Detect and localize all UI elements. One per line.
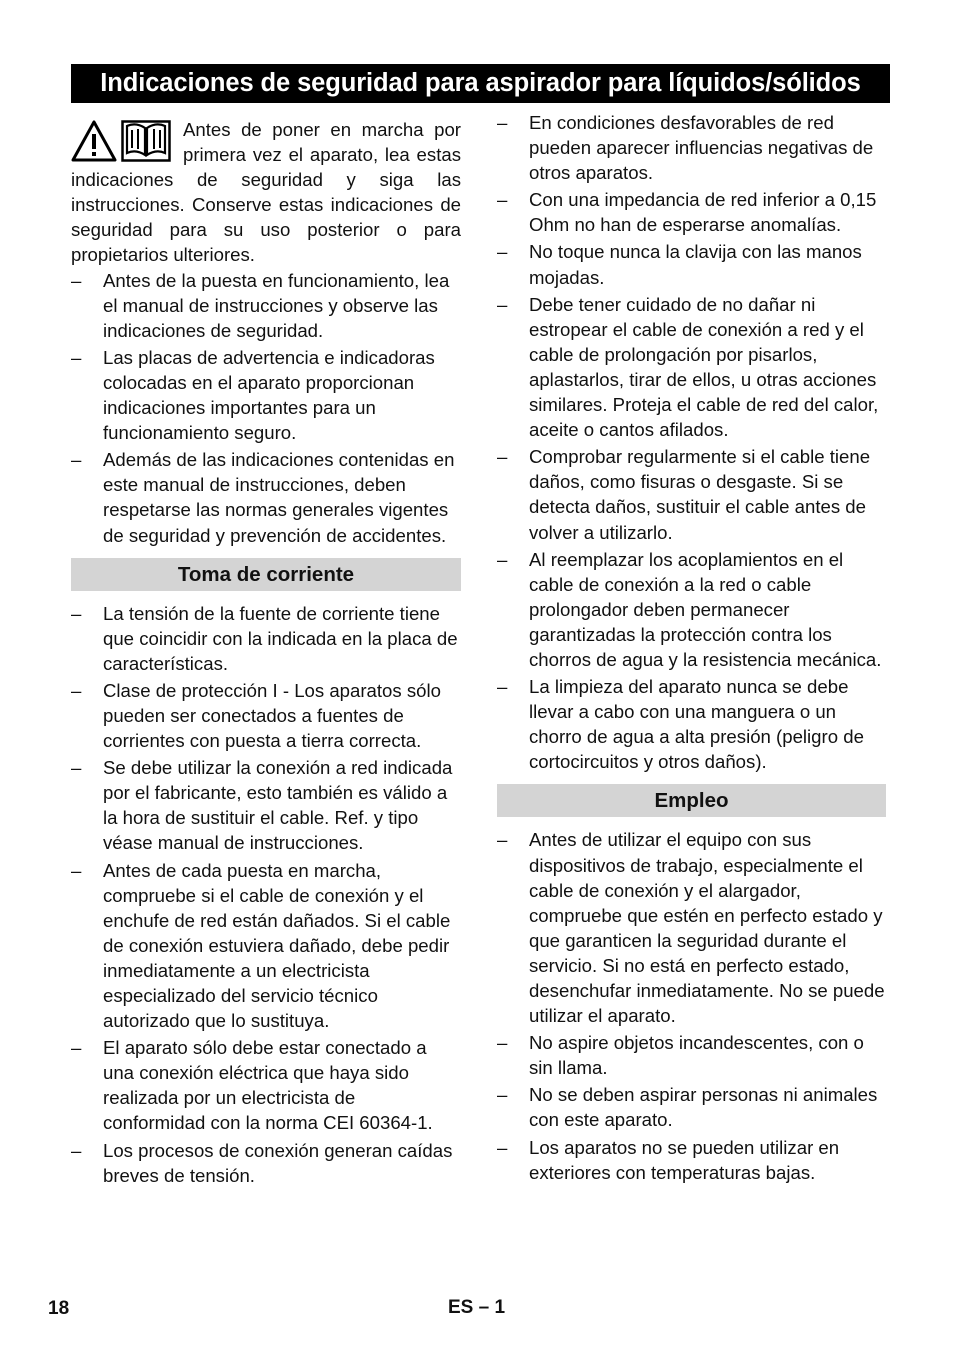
- list-item: – En condiciones desfavorables de red pueden aparecer influencias negativas de otros aparatos.: [497, 112, 874, 184]
- dash-bullet: –: [497, 293, 508, 315]
- manual-book-icon: [121, 120, 171, 162]
- dash-bullet: –: [71, 1139, 82, 1161]
- list-item: – Los procesos de conexión generan caídas breves de tensión.: [71, 1139, 453, 1186]
- list-item: – Antes de utilizar el equipo con sus dispositivos de trabajo, especialmente el cable de conexión y el alargador, compruebe que estén en perfecto estado y que garanticen la seguridad durante el servicio. Si no está en perfecto estado, desenchufar inmediatamente. No se puede utilizar el aparato.: [497, 829, 885, 1027]
- warning-triangle-icon: [71, 120, 117, 162]
- dash-bullet: –: [71, 602, 82, 624]
- list-item: – Además de las indicaciones contenidas en este manual de instrucciones, deben respetarse las normas generales vigentes de seguridad y prevención de accidentes.: [71, 449, 455, 546]
- safety-icons: [71, 120, 175, 164]
- dash-bullet: –: [497, 548, 508, 570]
- list-item: – Antes de la puesta en funcionamiento, lea el manual de instrucciones y observe las indicaciones de seguridad.: [71, 269, 450, 341]
- list-item: – No toque nunca la clavija con las manos mojadas.: [497, 241, 862, 288]
- dash-bullet: –: [71, 757, 82, 779]
- dash-bullet: –: [71, 269, 82, 291]
- list-item: – Antes de cada puesta en marcha, compruebe si el cable de conexión y el enchufe de red están dañados. Si el cable de conexión estuviera dañado, debe pedir inmediatamente a un electricista especializado del servicio técnico autorizado que lo sustituya.: [71, 859, 451, 1032]
- list-item: – La limpieza del aparato nunca se debe llevar a cabo con una manguera o un chorro de agua a alta presión (peligro de cortocircuitos y otros daños).: [497, 676, 864, 773]
- list-item: – Clase de protección I - Los aparatos sólo pueden ser conectados a fuentes de corrientes con puesta a tierra correcta.: [71, 679, 441, 752]
- left-column: [71, 117, 461, 1190]
- list-item: – El aparato sólo debe estar conectado a una conexión eléctrica que haya sido realizada por un electricista de conformidad con la norma CEI 60364-1.: [71, 1037, 433, 1134]
- dash-bullet: –: [71, 346, 82, 368]
- list-item: – Se debe utilizar la conexión a red indicada por el fabricante, esto también es válido a la hora de sustituir el cable. Ref. y tipo véase manual de instrucciones.: [71, 757, 453, 854]
- intro-paragraph: [71, 117, 461, 268]
- power-list-right: [497, 110, 886, 774]
- dash-bullet: –: [71, 859, 82, 881]
- list-item: – Con una impedancia de red inferior a 0,15 Ohm no han de esperarse anomalías.: [497, 189, 877, 236]
- dash-bullet: –: [497, 829, 508, 851]
- list-item: – Las placas de advertencia e indicadoras colocadas en el aparato proporcionan indicaciones importantes para un funcionamiento seguro.: [71, 346, 435, 444]
- dash-bullet: –: [497, 676, 508, 698]
- power-list-left: [71, 601, 461, 1188]
- dash-bullet: –: [497, 1136, 508, 1158]
- dash-bullet: –: [497, 446, 508, 468]
- page-number: 18: [48, 1298, 70, 1319]
- page-title: Indicaciones de seguridad para aspirador para líquidos/sólidos: [71, 64, 890, 103]
- dash-bullet: –: [71, 449, 82, 471]
- use-list: [497, 827, 886, 1184]
- dash-bullet: –: [71, 679, 82, 701]
- dash-bullet: –: [497, 189, 508, 211]
- list-item: – Al reemplazar los acoplamientos en el cable de conexión a la red o cable prolongador deben permanecer garantizadas la protección contra los chorros de agua y la resistencia mecánica.: [497, 548, 882, 670]
- dash-bullet: –: [71, 1037, 82, 1059]
- dash-bullet: –: [497, 241, 508, 263]
- section-heading-power: Toma de corriente: [71, 558, 461, 591]
- list-item: – Los aparatos no se pueden utilizar en exteriores con temperaturas bajas.: [497, 1136, 840, 1183]
- general-safety-list: [71, 268, 461, 548]
- dash-bullet: –: [497, 1032, 508, 1054]
- language-page-label: ES – 1: [448, 1297, 506, 1318]
- intro-text: Antes de poner en marcha por primera vez el aparato, lea estas indicaciones de seguridad y siga las instrucciones. Conserve estas indicaciones de seguridad para su uso posterior o para propietarios ulteriores.: [71, 119, 461, 266]
- list-item: – La tensión de la fuente de corriente tiene que coincidir con la indicada en la placa de características.: [71, 602, 458, 674]
- section-heading-use: Empleo: [497, 784, 886, 817]
- list-item: – No aspire objetos incandescentes, con o sin llama.: [497, 1032, 864, 1079]
- right-column: [497, 110, 886, 1187]
- list-item: – No se deben aspirar personas ni animales con este aparato.: [497, 1084, 878, 1131]
- list-item: – Debe tener cuidado de no dañar ni estropear el cable de conexión a red y el cable de prolongación por pisarlos, aplastarlos, tirar de ellos, u otras acciones similares. Proteja el cable de red del calor, aceite o cantos afilados.: [497, 293, 879, 441]
- list-item: – Comprobar regularmente si el cable tiene daños, como fisuras o desgaste. Si se detecta daños, sustituir el cable antes de volver a utilizarlo.: [497, 446, 871, 543]
- dash-bullet: –: [497, 1084, 508, 1106]
- dash-bullet: –: [497, 112, 508, 133]
